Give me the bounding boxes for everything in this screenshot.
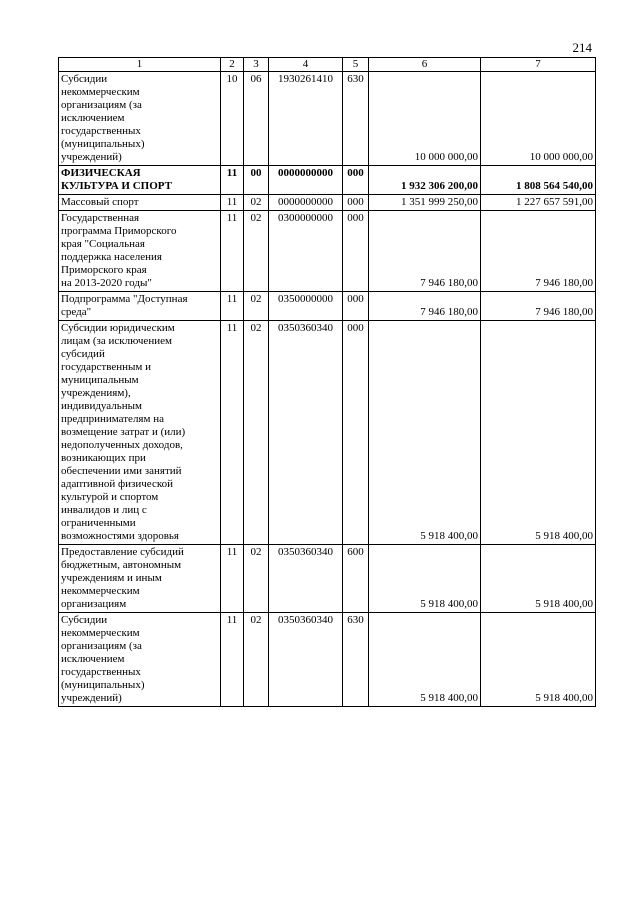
amount-col6-cell: 7 946 180,00: [369, 292, 481, 321]
amount-col7-cell: 7 946 180,00: [481, 292, 596, 321]
section-cell: 11: [221, 211, 244, 292]
item-name-line: КУЛЬТУРА И СПОРТ: [61, 180, 172, 192]
item-name-line: недополученных доходов,: [61, 439, 183, 451]
item-name-line: государственных: [61, 125, 141, 137]
column-header: 1: [59, 58, 221, 72]
amount-col6-cell: 1 351 999 250,00: [369, 195, 481, 211]
target-code-cell: 0350360340: [269, 613, 343, 707]
item-name-line: Подпрограмма "Доступная: [61, 293, 188, 305]
item-name-line: культурой и спортом: [61, 491, 159, 503]
target-code-cell: 0000000000: [269, 195, 343, 211]
amount-col7-cell: 10 000 000,00: [481, 72, 596, 166]
item-name-line: возникающих при: [61, 452, 146, 464]
subsection-cell: 02: [244, 321, 269, 545]
item-name-line: Предоставление субсидий: [61, 546, 184, 558]
item-name-line: возмещение затрат и (или): [61, 426, 186, 438]
item-name-line: учреждений): [61, 692, 122, 704]
item-name-cell: [59, 321, 221, 545]
expense-type-cell: 000: [343, 195, 369, 211]
item-name-line: учреждениям и иным: [61, 572, 162, 584]
subsection-cell: 06: [244, 72, 269, 166]
table-row: [59, 195, 596, 211]
item-name-line: субсидий: [61, 348, 105, 360]
section-cell: 11: [221, 321, 244, 545]
table-row: [59, 72, 596, 166]
section-cell: 11: [221, 613, 244, 707]
column-header: 3: [244, 58, 269, 72]
amount-col7-cell: 1 227 657 591,00: [481, 195, 596, 211]
section-cell: 11: [221, 195, 244, 211]
item-name-cell: [59, 72, 221, 166]
expense-type-cell: 000: [343, 166, 369, 195]
item-name-cell: [59, 545, 221, 613]
item-name-line: Субсидии: [61, 614, 108, 626]
expense-type-cell: 000: [343, 321, 369, 545]
table-row: [59, 166, 596, 195]
item-name-cell: [59, 211, 221, 292]
target-code-cell: 0350360340: [269, 321, 343, 545]
target-code-cell: 0000000000: [269, 166, 343, 195]
subsection-cell: 02: [244, 195, 269, 211]
section-cell: 11: [221, 545, 244, 613]
subsection-cell: 02: [244, 211, 269, 292]
item-name-line: Субсидии юридическим: [61, 322, 175, 334]
item-name-line: организациям (за: [61, 640, 142, 652]
amount-col6-cell: 7 946 180,00: [369, 211, 481, 292]
column-header: 5: [343, 58, 369, 72]
table-row: [59, 545, 596, 613]
header-row: [59, 58, 596, 72]
amount-col6-cell: 5 918 400,00: [369, 545, 481, 613]
page-number: 214: [572, 40, 592, 55]
table-row: [59, 613, 596, 707]
item-name-line: ФИЗИЧЕСКАЯ: [61, 167, 141, 179]
amount-col6-cell: 10 000 000,00: [369, 72, 481, 166]
item-name-cell: [59, 195, 221, 211]
item-name-line: возможностями здоровья: [61, 530, 179, 542]
item-name-cell: [59, 613, 221, 707]
item-name-line: организациям: [61, 598, 127, 610]
item-name-line: государственных: [61, 666, 141, 678]
expense-type-cell: 630: [343, 613, 369, 707]
item-name-line: Приморского края: [61, 264, 147, 276]
column-header: 2: [221, 58, 244, 72]
target-code-cell: 0350000000: [269, 292, 343, 321]
amount-col7-cell: 1 808 564 540,00: [481, 166, 596, 195]
item-name-line: Массовый спорт: [61, 196, 139, 208]
subsection-cell: 02: [244, 292, 269, 321]
amount-col6-cell: 1 932 306 200,00: [369, 166, 481, 195]
item-name-line: муниципальным: [61, 374, 139, 386]
item-name-line: на 2013-2020 годы": [61, 277, 152, 289]
item-name-line: индивидуальным: [61, 400, 143, 412]
expense-type-cell: 600: [343, 545, 369, 613]
amount-col7-cell: 5 918 400,00: [481, 613, 596, 707]
table-row: [59, 211, 596, 292]
item-name-line: среда": [61, 306, 92, 318]
item-name-line: инвалидов и лиц с: [61, 504, 147, 516]
item-name-line: исключением: [61, 112, 125, 124]
column-header: 6: [369, 58, 481, 72]
item-name-cell: [59, 166, 221, 195]
target-code-cell: 0300000000: [269, 211, 343, 292]
item-name-line: исключением: [61, 653, 125, 665]
table-row: [59, 321, 596, 545]
expense-type-cell: 000: [343, 292, 369, 321]
amount-col6-cell: 5 918 400,00: [369, 321, 481, 545]
item-name-line: некоммерческим: [61, 627, 140, 639]
section-cell: 11: [221, 292, 244, 321]
item-name-line: организациям (за: [61, 99, 142, 111]
subsection-cell: 02: [244, 545, 269, 613]
item-name-line: учреждений): [61, 151, 122, 163]
table-row: [59, 292, 596, 321]
amount-col7-cell: 5 918 400,00: [481, 545, 596, 613]
expense-type-cell: 000: [343, 211, 369, 292]
item-name-line: учреждениям),: [61, 387, 131, 399]
item-name-line: государственным и: [61, 361, 151, 373]
item-name-line: Субсидии: [61, 73, 108, 85]
item-name-line: лицам (за исключением: [61, 335, 172, 347]
item-name-line: поддержка населения: [61, 251, 162, 263]
expense-type-cell: 630: [343, 72, 369, 166]
item-name-line: ограниченными: [61, 517, 136, 529]
item-name-line: предпринимателям на: [61, 413, 164, 425]
item-name-line: программа Приморского: [61, 225, 177, 237]
item-name-line: некоммерческим: [61, 585, 140, 597]
item-name-line: обеспечении ими занятий: [61, 465, 182, 477]
target-code-cell: 0350360340: [269, 545, 343, 613]
subsection-cell: 00: [244, 166, 269, 195]
item-name-line: (муниципальных): [61, 138, 145, 150]
item-name-line: (муниципальных): [61, 679, 145, 691]
item-name-line: некоммерческим: [61, 86, 140, 98]
item-name-line: бюджетным, автономным: [61, 559, 182, 571]
amount-col7-cell: 5 918 400,00: [481, 321, 596, 545]
column-header: 7: [481, 58, 596, 72]
section-cell: 11: [221, 166, 244, 195]
budget-table: [58, 57, 596, 707]
item-name-line: адаптивной физической: [61, 478, 174, 490]
section-cell: 10: [221, 72, 244, 166]
item-name-line: Государственная: [61, 212, 140, 224]
column-header: 4: [269, 58, 343, 72]
item-name-line: края "Социальная: [61, 238, 145, 250]
amount-col7-cell: 7 946 180,00: [481, 211, 596, 292]
subsection-cell: 02: [244, 613, 269, 707]
target-code-cell: 1930261410: [269, 72, 343, 166]
item-name-cell: [59, 292, 221, 321]
amount-col6-cell: 5 918 400,00: [369, 613, 481, 707]
